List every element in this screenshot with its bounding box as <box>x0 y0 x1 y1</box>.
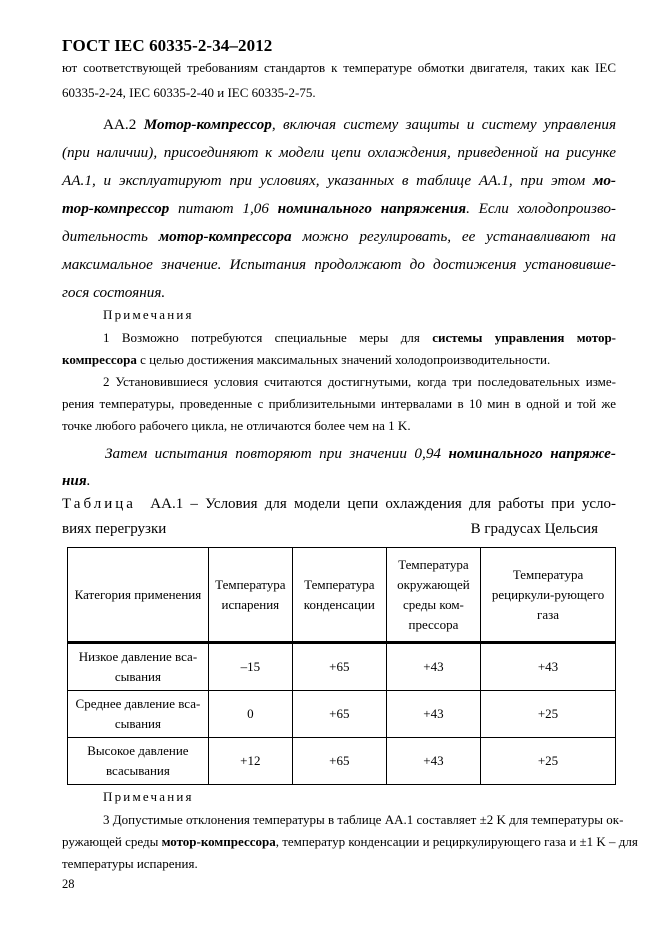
table-header-row <box>68 548 616 643</box>
repeat-line-1 <box>62 440 616 468</box>
text: АА.1, и эксплуатируют при условиях, указанных в таблице АА.1, при этом <box>62 172 586 189</box>
text: . Если холодопроизво- <box>466 200 616 217</box>
note-2-line-3: точке любого рабочего цикла, не отличаются более чем на 1 K. <box>62 418 411 433</box>
table-row <box>68 643 616 691</box>
table-cell: Среднее давление вса-сывания <box>68 691 209 738</box>
term: мотор-компрессора <box>158 228 292 245</box>
table-cell: Низкое давление вса-сывания <box>68 643 209 691</box>
note-2-line-1: 2 Установившиеся условия считаются достигнутыми, когда три последовательных изме- <box>103 374 616 389</box>
text: можно регулировать, ее устанавливают на <box>291 228 617 245</box>
repeat-line-2 <box>62 467 616 495</box>
text: питают 1,06 <box>169 200 278 217</box>
note-1-line-2 <box>62 349 616 371</box>
term: мо- <box>592 172 616 189</box>
table-cell: +43 <box>386 691 480 738</box>
aa2-line-5 <box>62 223 616 251</box>
table-cell: +65 <box>292 643 386 691</box>
text: . <box>86 472 91 489</box>
table-title-cont: виях перегрузки <box>62 521 167 537</box>
header-cell: Температура конденсации <box>292 548 386 643</box>
term: мотор-компрессора <box>161 834 276 849</box>
term-rated-voltage: номинального напряжения <box>277 200 467 217</box>
term-motor-compressor: Мотор-компрессор <box>143 116 272 133</box>
note-3-line-1: 3 Допустимые отклонения температуры в таблице АА.1 составляет ±2 K для температуры ок- <box>103 812 624 827</box>
aa2-line-6: максимальное значение. Испытания продолжают до достижения установивше- <box>62 256 616 273</box>
term-rated-voltage: номинального напряже- <box>448 445 616 462</box>
table-title: АА.1 – Условия для модели цепи охлаждения для работы при усло- <box>150 496 617 512</box>
header-cell: Температура рециркули-рующего газа <box>481 548 616 643</box>
table-cell: +65 <box>292 738 386 785</box>
term: ния <box>62 472 87 489</box>
table-caption-line-2 <box>62 518 616 540</box>
table-row <box>68 691 616 738</box>
table-cell: +43 <box>481 643 616 691</box>
table-row <box>68 738 616 785</box>
conditions-table <box>67 547 616 785</box>
aa2-line-2: (при наличии), присоединяют к модели цепи охлаждения, приведенной на рисунке <box>62 144 616 161</box>
text: , включая систему защиты и систему управления <box>271 116 617 133</box>
table-cell: +25 <box>481 691 616 738</box>
text: дительность <box>62 228 159 245</box>
term: системы управления мотор- <box>432 330 617 345</box>
aa2-line-3 <box>62 167 616 195</box>
header-cell: Температура испарения <box>208 548 292 643</box>
document-header: ГОСТ IEC 60335-2-34–2012 <box>62 36 273 55</box>
table-caption-line-1 <box>62 493 616 515</box>
text: с целью достижения максимальных значений холодопроизводительности. <box>136 352 551 367</box>
table-cell: +65 <box>292 691 386 738</box>
header-cell: Категория применения <box>68 548 209 643</box>
note-1-line-1 <box>62 327 616 349</box>
note-3-line-3: температуры испарения. <box>62 856 198 871</box>
notes-title: Примечания <box>103 307 194 322</box>
table-cell: +43 <box>386 738 480 785</box>
note-2-line-2: рения температуры, проведенные с приблизительными интервалами в 10 мин в одной и той же <box>62 396 616 411</box>
aa2-line-4 <box>62 195 616 223</box>
notes-title-2: Примечания <box>103 789 194 804</box>
term: компрессора <box>62 352 137 367</box>
text: , температур конденсации и рециркулирующего газа и ±1 K – для <box>275 834 638 849</box>
table-cell: +25 <box>481 738 616 785</box>
page-number: 28 <box>62 877 75 891</box>
text: ружающей среды <box>62 834 162 849</box>
intro-line-1: ют соответствующей требованиям стандартов к температуре обмотки двигателя, таких как IEC <box>62 60 616 75</box>
table-cell: +43 <box>386 643 480 691</box>
table-cell: Высокое давление всасывания <box>68 738 209 785</box>
aa2-line-1 <box>62 111 616 139</box>
table-units: В градусах Цельсия <box>470 521 598 537</box>
header-cell: Температура окружающей среды ком-прессора <box>386 548 480 643</box>
table-label: Таблица <box>62 496 136 512</box>
text: Затем испытания повторяют при значении 0,94 <box>105 445 449 462</box>
text: 1 Возможно потребуются специальные меры для <box>103 330 433 345</box>
note-3-line-2 <box>62 831 638 853</box>
table-cell: 0 <box>208 691 292 738</box>
term: тор-компрессор <box>62 200 170 217</box>
clause-number: АА.2 <box>103 116 137 133</box>
intro-line-2: 60335-2-24, IEC 60335-2-40 и IEC 60335-2-75. <box>62 85 316 100</box>
aa2-line-7: гося состояния. <box>62 284 166 301</box>
table-cell: –15 <box>208 643 292 691</box>
table-cell: +12 <box>208 738 292 785</box>
